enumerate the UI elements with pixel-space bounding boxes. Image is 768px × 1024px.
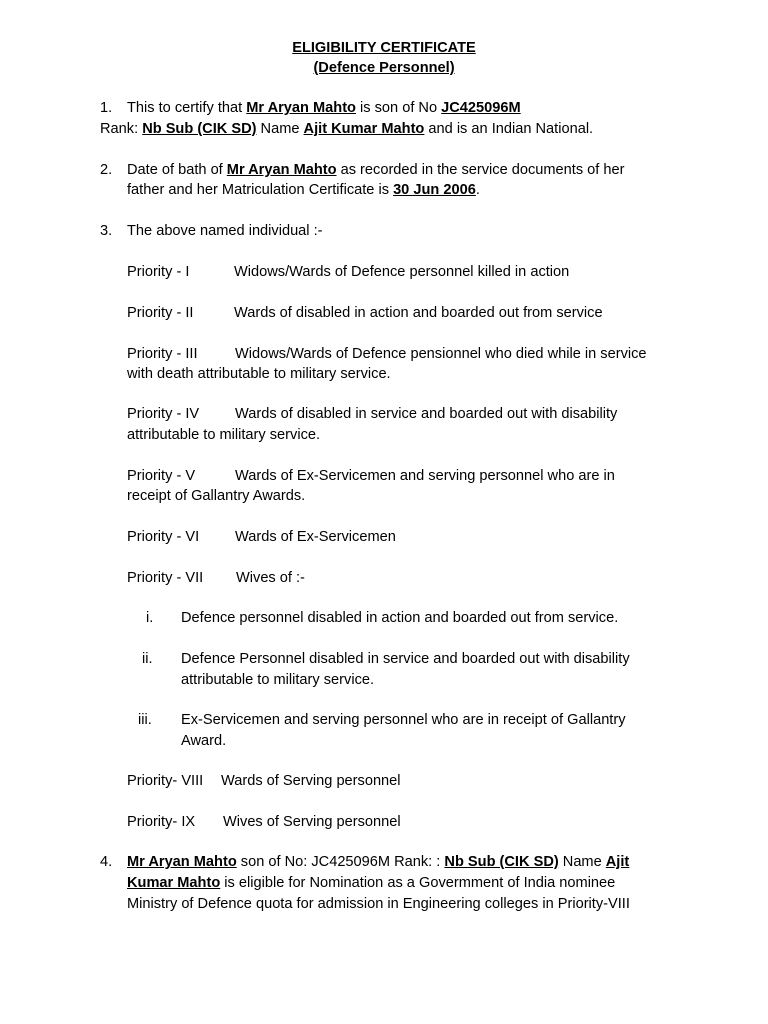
para4-line1 <box>127 852 629 872</box>
priority-2-label: Priority - II <box>127 305 194 321</box>
candidate-name: Mr Aryan Mahto <box>246 100 356 116</box>
priority-5-text: Wards of Ex-Servicemen and serving personnel who are in <box>235 468 615 484</box>
subitem-iii-continuation: Award. <box>181 733 227 749</box>
certificate-title: ELIGIBILITY CERTIFICATE <box>292 40 476 56</box>
para3-number: 3. <box>100 223 113 239</box>
subitem-ii-text: Defence Personnel disabled in service and boarded out with disability <box>181 651 630 667</box>
priority-6-label: Priority - VI <box>127 529 200 545</box>
priority-1-text: Widows/Wards of Defence personnel killed in action <box>234 264 570 280</box>
para2-line1 <box>127 160 625 180</box>
priority-6-text: Wards of Ex-Servicemen <box>235 529 396 545</box>
priority-5-continuation: receipt of Gallantry Awards. <box>127 488 306 504</box>
priority-1-label: Priority - I <box>127 264 190 280</box>
para3-text: The above named individual :- <box>127 223 323 239</box>
priority-3-text: Widows/Wards of Defence pensionnel who died while in service <box>235 346 647 362</box>
para1-line1 <box>127 98 521 118</box>
para1-text-2: is son of No <box>355 100 442 116</box>
subitem-iii-number: iii. <box>138 712 152 728</box>
para4-number: 4. <box>100 854 113 870</box>
priority-2-text: Wards of disabled in action and boarded out from service <box>234 305 603 321</box>
para2-text-3: father and her Matriculation Certificate is <box>127 182 394 198</box>
candidate-name: Mr Aryan Mahto <box>226 162 337 178</box>
para1-number: 1. <box>100 100 113 116</box>
subitem-ii-continuation: attributable to military service. <box>181 672 375 688</box>
priority-7-text: Wives of :- <box>236 570 305 586</box>
para4-line3: Ministry of Defence quota for admission in Engineering colleges in Priority-VIII <box>127 896 630 912</box>
priority-4-label: Priority - IV <box>127 406 200 422</box>
para2-end: . <box>475 182 480 198</box>
para4-text-2: is eligible for Nomination as a Govermment of India nominee <box>220 875 616 891</box>
para2-text-2: as recorded in the service documents of her <box>336 162 625 178</box>
subitem-iii-text: Ex-Servicemen and serving personnel who are in receipt of Gallantry <box>181 712 626 728</box>
father-name-part1: Ajit <box>605 854 630 870</box>
para1-text: This to certify that <box>127 100 247 116</box>
priority-8-label: Priority- VIII <box>127 773 204 789</box>
name-label: Name <box>558 854 606 870</box>
priority-5-label: Priority - V <box>127 468 196 484</box>
priority-3-label: Priority - III <box>127 346 198 362</box>
candidate-name: Mr Aryan Mahto <box>127 854 237 870</box>
para2-number: 2. <box>100 162 113 178</box>
para1-line2 <box>100 119 593 139</box>
para2-text: Date of bath of <box>127 162 227 178</box>
priority-7-label: Priority - VII <box>127 570 204 586</box>
para1-text-3: and is an Indian National. <box>424 121 594 137</box>
subitem-ii-number: ii. <box>142 651 153 667</box>
priority-4-continuation: attributable to military service. <box>127 427 321 443</box>
subitem-i-text: Defence personnel disabled in action and boarded out from service. <box>181 610 619 626</box>
priority-9-label: Priority- IX <box>127 814 196 830</box>
father-name: Ajit Kumar Mahto <box>303 121 425 137</box>
para4-line2 <box>127 873 615 893</box>
father-name-part2: Kumar Mahto <box>127 875 221 891</box>
rank-value: Nb Sub (CIK SD) <box>444 854 559 870</box>
priority-9-text: Wives of Serving personnel <box>223 814 401 830</box>
priority-4-text: Wards of disabled in service and boarded out with disability <box>235 406 618 422</box>
para2-line2 <box>127 180 480 200</box>
date-of-birth: 30 Jun 2006 <box>393 182 476 198</box>
name-label: Name <box>256 121 304 137</box>
certificate-subtitle: (Defence Personnel) <box>313 60 455 76</box>
service-number: JC425096M <box>441 100 521 116</box>
rank-label: Rank: <box>100 121 143 137</box>
rank-value: Nb Sub (CIK SD) <box>142 121 257 137</box>
priority-8-text: Wards of Serving personnel <box>221 773 401 789</box>
para4-text: son of No: JC425096M Rank: : <box>236 854 445 870</box>
priority-3-continuation: with death attributable to military service. <box>127 366 391 382</box>
subitem-i-number: i. <box>146 610 154 626</box>
